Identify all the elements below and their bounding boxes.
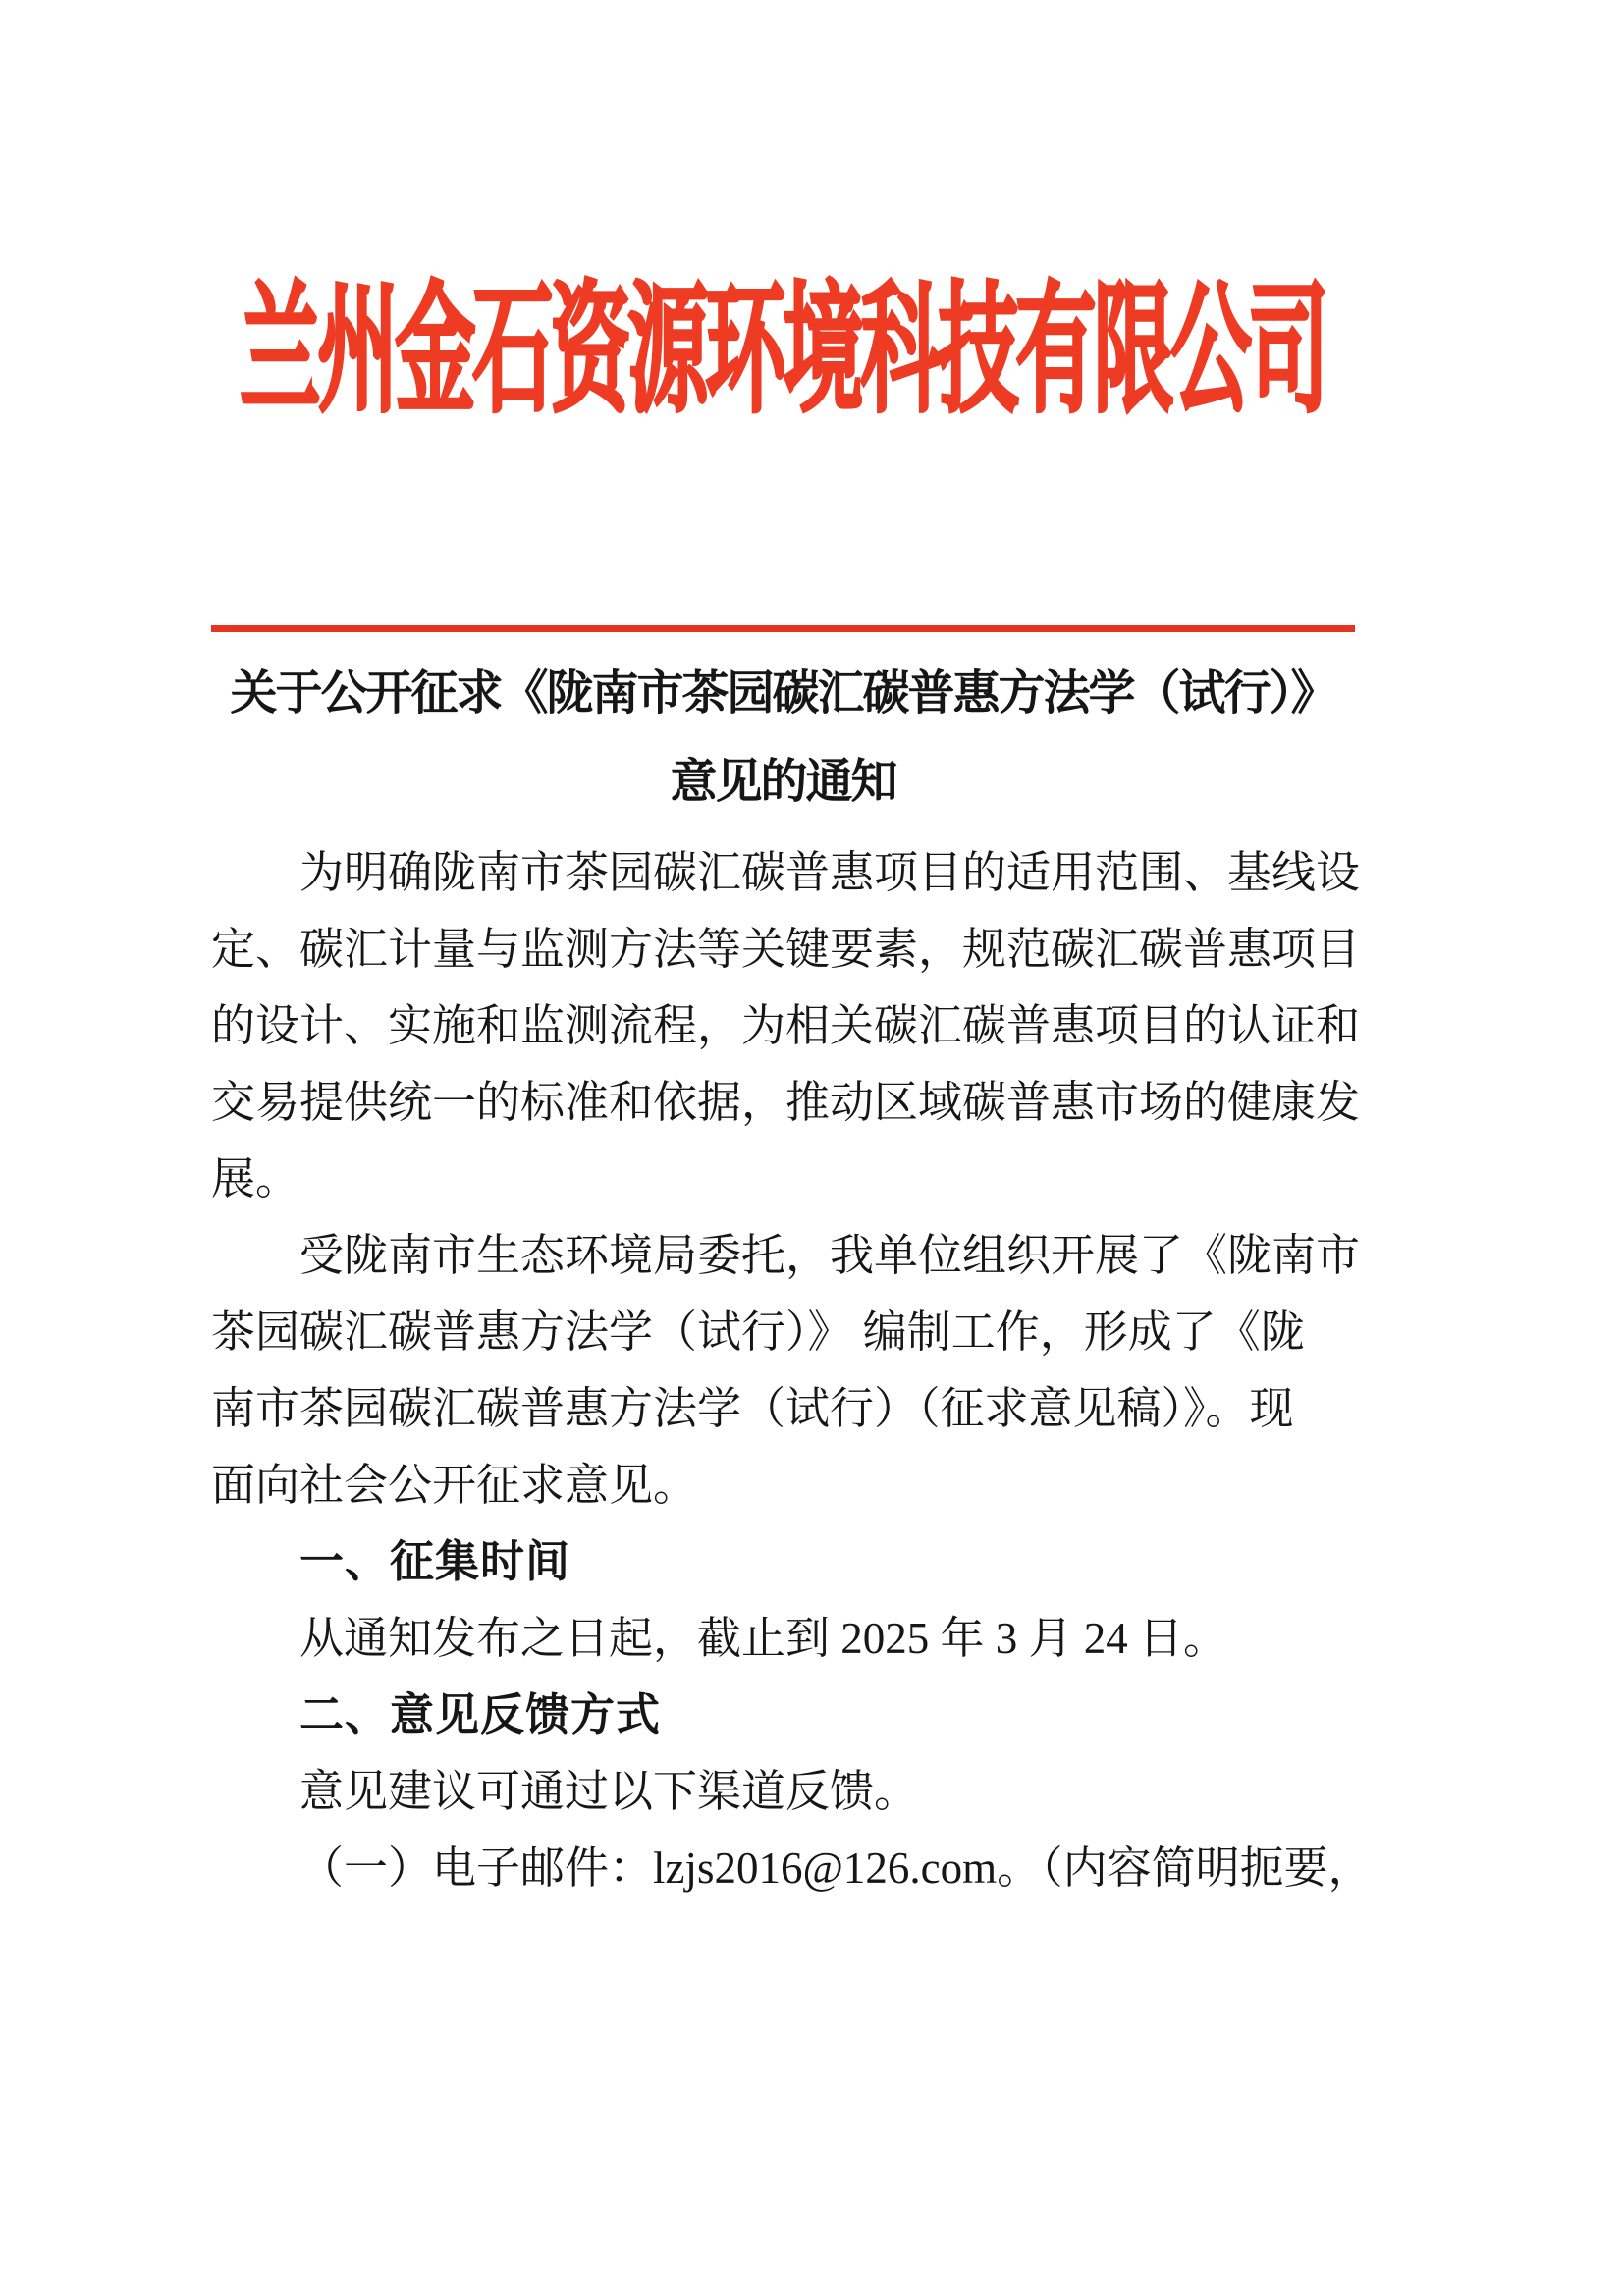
body-line-14: （一）电子邮件：lzjs2016@126.com。（内容简明扼要， [299,1843,1373,1893]
body-line-8: 南市茶园碳汇碳普惠方法学（试行）（征求意见稿）》。现 [211,1384,1294,1433]
body-line-1: 为明确陇南市茶园碳汇碳普惠项目的适用范围、基线设 [299,848,1361,897]
notice-title [211,650,1355,827]
letterhead-company-name: 兰州金石资源环境科技有限公司 [240,273,1326,430]
section-heading-collection-time: 一、征集时间 [299,1536,571,1586]
notice-title-line-2: 意见的通知 [670,756,896,808]
body-line-2: 定、碳汇计量与监测方法等关键要素，规范碳汇碳普惠项目 [211,925,1361,974]
body-line-4: 交易提供统一的标准和依据，推动区域碳普惠市场的健康发 [211,1078,1361,1127]
body-line-13: 意见建议可通过以下渠道反馈。 [299,1767,919,1816]
body-line-9: 面向社会公开征求意见。 [211,1461,698,1510]
section-heading-feedback-method: 二、意见反馈方式 [299,1689,662,1739]
body-line-6: 受陇南市生态环境局委托，我单位组织开展了《陇南市 [299,1231,1361,1280]
body-line-11: 从通知发布之日起，截止到 2025 年 3 月 24 日。 [299,1614,1228,1663]
body-line-5: 展。 [211,1154,300,1203]
body-line-7: 茶园碳汇碳普惠方法学（试行）》 编制工作，形成了《陇 [211,1308,1305,1357]
red-divider-line [211,625,1355,632]
body-line-3: 的设计、实施和监测流程，为相关碳汇碳普惠项目的认证和 [211,1001,1361,1050]
notice-title-line-1: 关于公开征求《陇南市茶园碳汇碳普惠方法学（试行）》 [230,667,1336,720]
body-text [211,834,1373,1906]
